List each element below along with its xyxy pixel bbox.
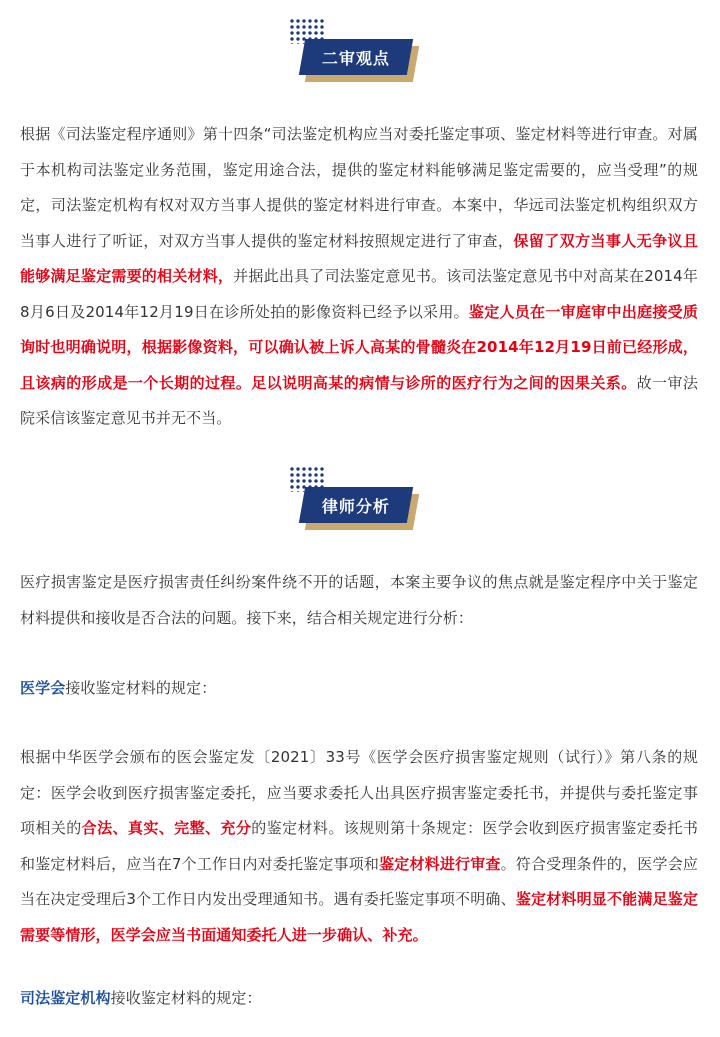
highlight-run: 鉴定材料明显不能满足鉴定需要等情形，医学会应当书面通知委托人进一步确认、补充。 — [20, 890, 698, 944]
paragraph-heading-forensic-institution — [20, 981, 698, 1017]
text-run: 的鉴定材料。该规则第十条规定：医学会收到医疗损害鉴定委托书和鉴定材料后，应当在7个工作日内对委托鉴定事项和 — [20, 819, 698, 873]
text-run: 医疗损害鉴定是医疗损害责任纠纷案件绕不开的话题，本案主要争议的焦点就是鉴定程序中关于鉴定材料提供和接收是否合法的问题。接下来，结合相关规定进行分析： — [20, 573, 698, 627]
paragraph-intro — [20, 565, 698, 636]
text-run: 根据《司法鉴定程序通则》第十四条“司法鉴定机构应当对委托鉴定事项、鉴定材料等进行审查。对属于本机构司法鉴定业务范围，鉴定用途合法，提供的鉴定材料能够满足鉴定需要的，应当受理”的规定，司法鉴定机构有权对双方当事人提供的鉴定材料进行审查。本案中，华远司法鉴定机构组织双方当事人进行了听证，对双方当事人提供的鉴定材料按照规定进行了审查， — [20, 125, 698, 250]
text-run: 故一审法院采信该鉴定意见书并无不当。 — [20, 373, 698, 427]
header-plate — [299, 487, 413, 523]
text-run: 根据中华医学会颁布的医会鉴定发〔2021〕33号《医学会医疗损害鉴定规则（试行）》第八条的规定：医学会收到医疗损害鉴定委托，应当要求委托人出具医疗损害鉴定委托书，并提供与委托鉴定事项相关的 — [20, 748, 698, 837]
header-plate — [299, 39, 413, 75]
keyword-run: 司法鉴定机构 — [20, 989, 111, 1007]
section-header-lawyer-analysis — [0, 462, 720, 532]
text-run: 并据此出具了司法鉴定意见书。该司法鉴定意见书中对高某在2014年8月6日及2014年12月19日在诊所处拍的影像资料已经予以采用。 — [20, 267, 698, 321]
highlight-run: 鉴定材料进行审查 — [379, 854, 501, 873]
highlight-run: 保留了双方当事人无争议且能够满足鉴定需要的相关材料， — [20, 231, 699, 285]
keyword-run: 医学会 — [20, 679, 66, 697]
section-title: 二审观点 — [321, 48, 390, 68]
paragraph-court-opinion — [20, 117, 698, 437]
text-run: 接收鉴定材料的规定： — [110, 989, 262, 1007]
text-run: 。符合受理条件的，医学会应当在决定受理后3个工作日内发出受理通知书。遇有委托鉴定事项不明确、 — [20, 854, 698, 908]
paragraph-heading-medical-association — [20, 671, 698, 707]
highlight-run: 鉴定人员在一审庭审中出庭接受质询时也明确说明，根据影像资料，可以确认被上诉人高某的骨髓炎在2014年12月19日前已经形成，且该病的形成是一个长期的过程。足以说明高某的病情与诊所的医疗行为之间的因果关系。 — [20, 302, 698, 392]
section-header-second-instance — [0, 14, 720, 84]
highlight-run: 合法、真实、完整、充分 — [81, 819, 252, 837]
paragraph-medical-rules — [20, 740, 698, 953]
text-run: 接收鉴定材料的规定： — [65, 679, 217, 697]
section-title: 律师分析 — [321, 496, 390, 516]
